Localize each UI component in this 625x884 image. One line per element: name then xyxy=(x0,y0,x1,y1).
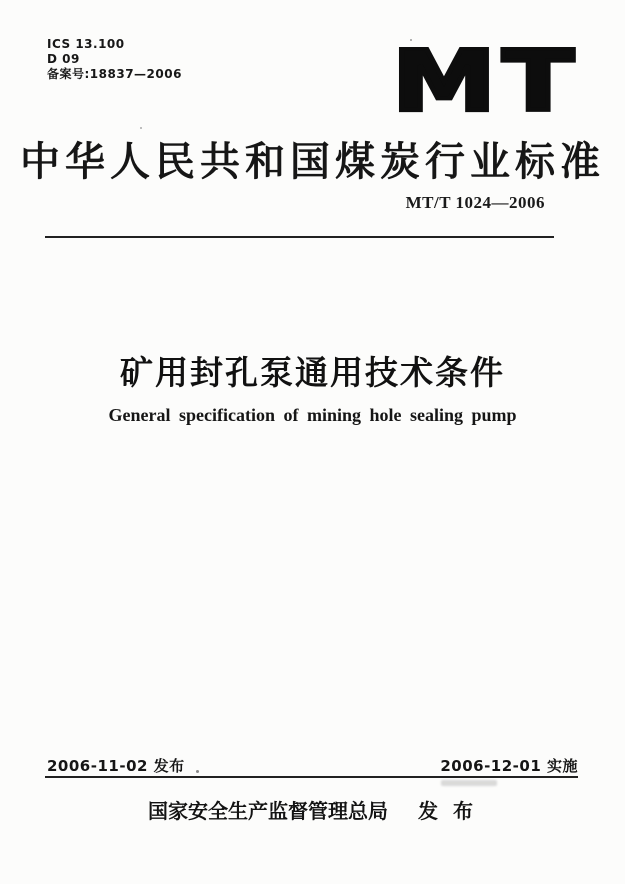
top-divider xyxy=(45,236,554,238)
doc-class-code: D 09 xyxy=(47,52,80,66)
standard-title-zh: 矿用封孔泵通用技术条件 xyxy=(120,353,505,392)
scan-speck xyxy=(410,39,412,41)
standard-title-en: General specification of mining hole sealing pump xyxy=(108,405,517,425)
bottom-divider xyxy=(45,776,578,778)
publish-label: 发 布 xyxy=(418,799,477,823)
standard-number: MT/T 1024—2006 xyxy=(405,193,545,212)
publisher-name: 国家安全生产监督管理总局 xyxy=(148,799,389,823)
dates-row xyxy=(47,755,578,776)
ics-block xyxy=(47,37,182,82)
mt-logo xyxy=(392,47,588,114)
publisher-row xyxy=(0,795,625,824)
mt-logo-text: MT xyxy=(392,47,581,114)
record-number: 备案号:18837—2006 xyxy=(47,67,182,81)
scan-speck xyxy=(140,127,142,129)
ics-code: ICS 13.100 xyxy=(47,37,125,51)
implement-date: 2006-12-01 实施 xyxy=(440,757,578,775)
scan-smudge xyxy=(441,780,497,786)
issue-date: 2006-11-02 发布 xyxy=(47,757,185,775)
standard-type-heading: 中华人民共和国煤炭行业标准 xyxy=(20,139,605,185)
